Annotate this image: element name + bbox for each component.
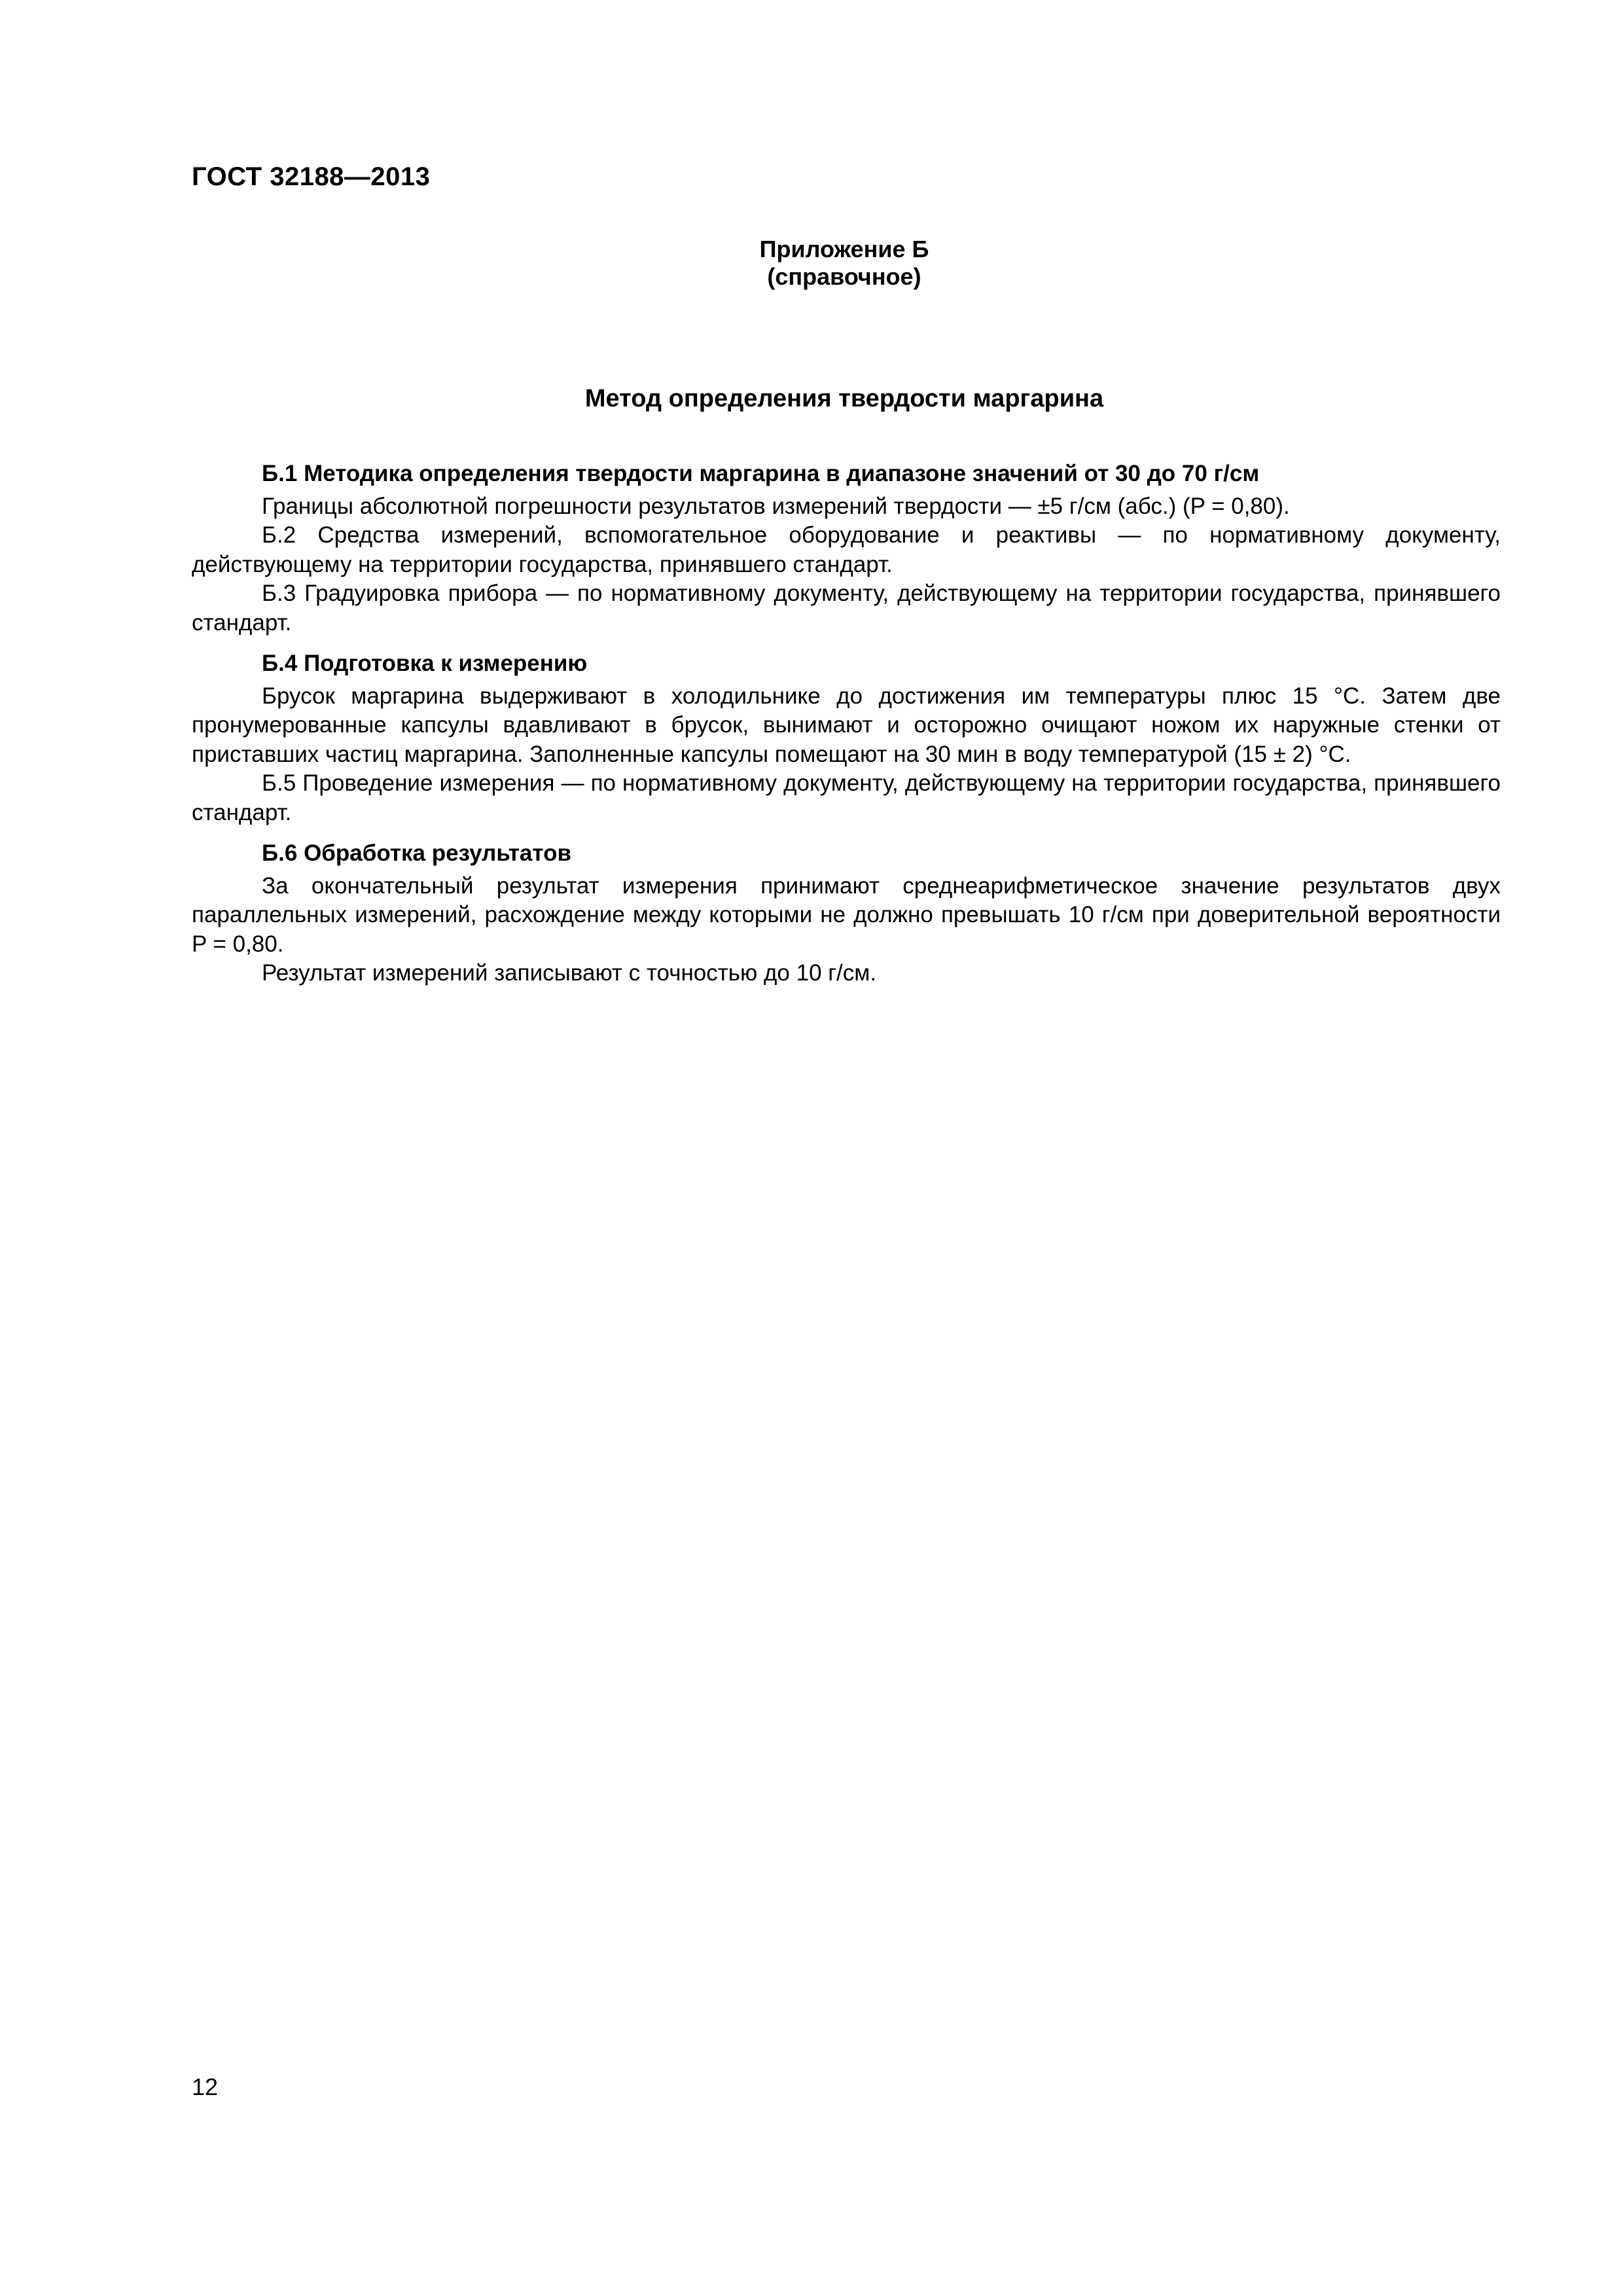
section-b6-text: За окончательный результат измерения принимают среднеарифметическое значение результатов двух параллельных измерений, расхождение между которыми не должно превышать 10 г/см при доверительной вероятности P = 0,80.: [192, 872, 1501, 957]
page-title: Метод определения твердости маргарина: [584, 385, 1104, 412]
appendix-kind: (справочное): [767, 263, 921, 290]
section-b6-heading: Б.6 Обработка результатов: [262, 840, 571, 866]
section-b2-text: Б.2 Средства измерений, вспомогательное оборудование и реактивы — по нормативному документу, действующему на территории государства, принявшего стандарт.: [192, 522, 1501, 577]
appendix-label: Приложение Б: [759, 236, 929, 262]
section-b3-text: Б.3 Градуировка прибора — по нормативному документу, действующему на территории государства, принявшего стандарт.: [192, 581, 1501, 636]
section-b4-text: Брусок маргарина выдерживают в холодильнике до достижения им температуры плюс 15 °С. Затем две пронумерованные капсулы вдавливают в брусок, вынимают и осторожно очищают ножом их наружные стенки от приставших частиц маргарина. Заполненные капсулы помещают на 30 мин в воду температурой (15 ± 2) °С.: [192, 683, 1501, 767]
standard-code: ГОСТ 32188—2013: [192, 162, 431, 191]
document-body: [192, 459, 1501, 988]
section-b1-text: Границы абсолютной погрешности результатов измерений твердости — ±5 г/см (абс.) (P = 0,80).: [262, 493, 1290, 519]
section-b5-text: Б.5 Проведение измерения — по нормативному документу, действующему на территории государства, принявшего стандарт.: [192, 770, 1501, 825]
section-b4-heading: Б.4 Подготовка к измерению: [262, 651, 588, 676]
page-number: 12: [192, 2073, 219, 2100]
section-b6-text2: Результат измерений записывают с точностью до 10 г/см.: [262, 960, 877, 986]
section-b1-heading: Б.1 Методика определения твердости маргарина в диапазоне значений от 30 до 70 г/см: [262, 461, 1260, 486]
